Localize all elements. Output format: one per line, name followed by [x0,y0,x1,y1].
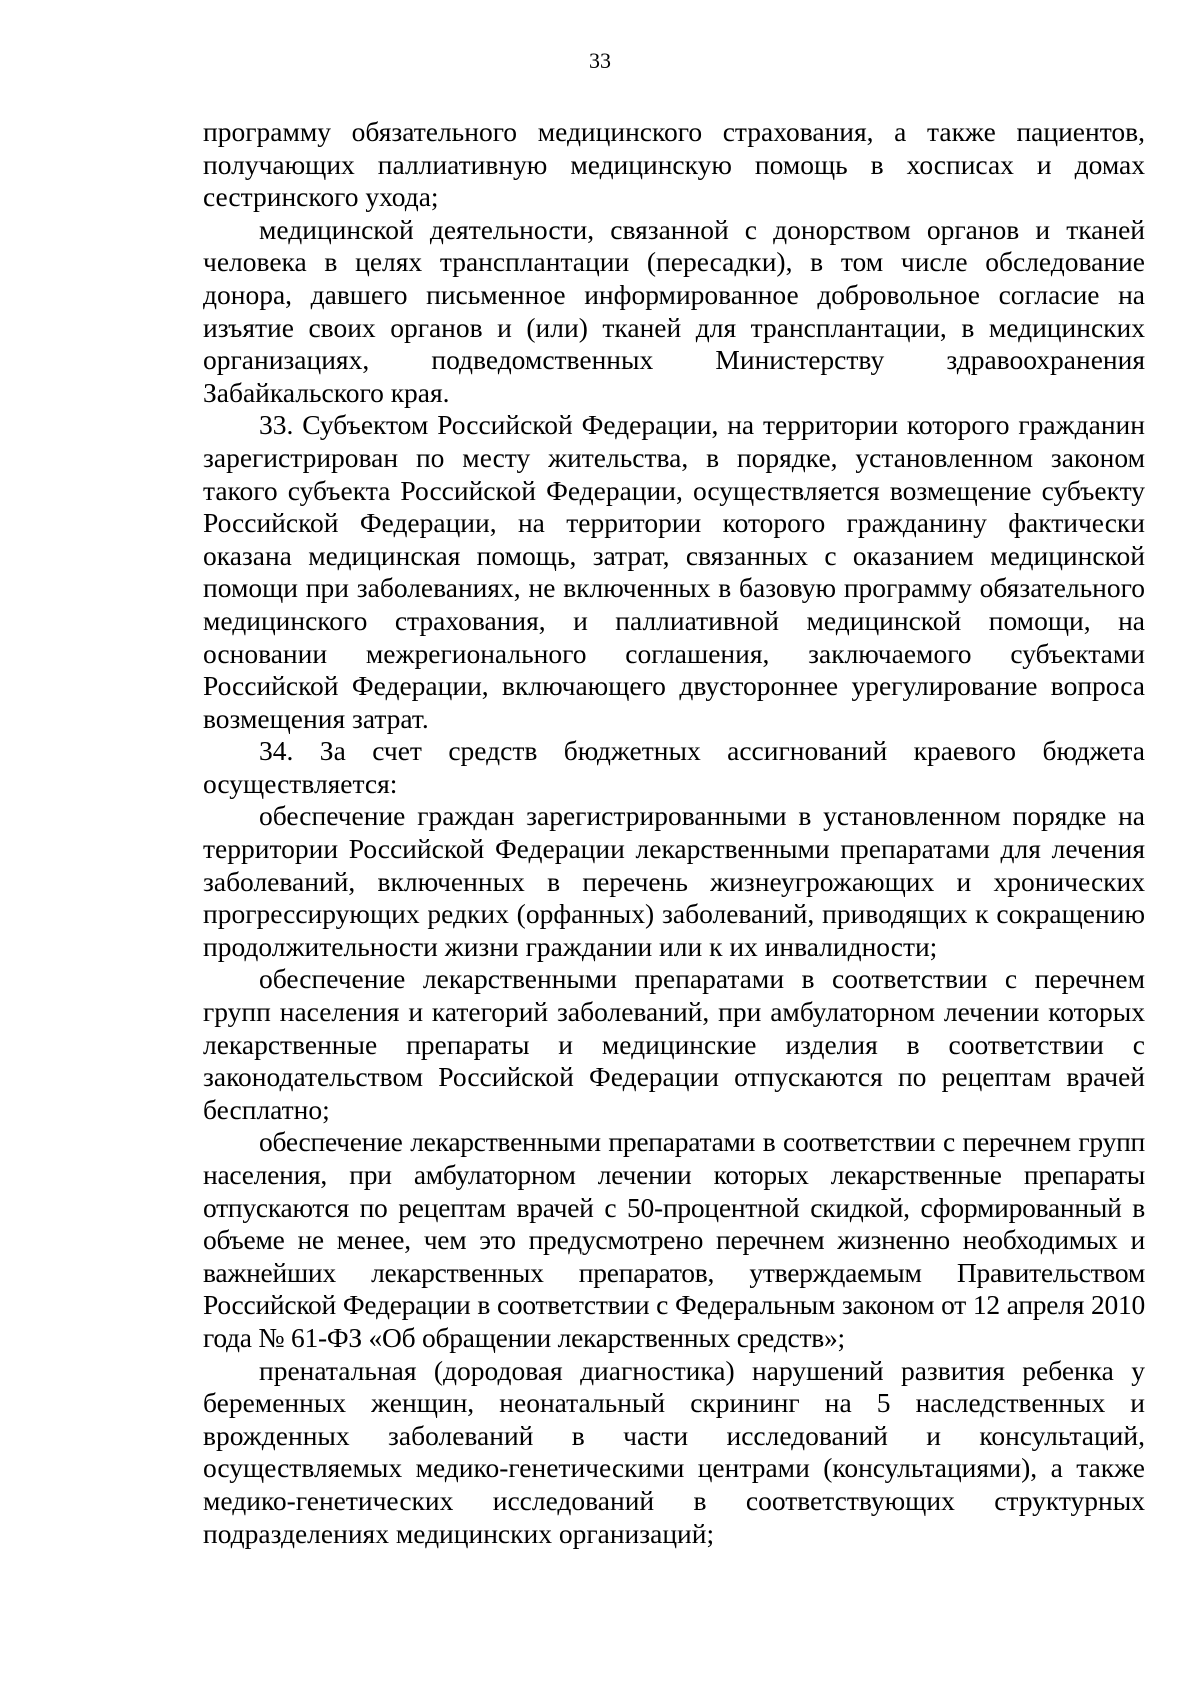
paragraph-donor-activity: медицинской деятельности, связанной с донорством органов и тканей человека в целях трансплантации (пересадки), в том числе обследование донора, давшего письменное информированное добровольное согласие на изъятие своих органов и (или) тканей для трансплантации, в медицинских организациях, подведомственных Министерству здравоохранения Забайкальского края. [203,213,1145,408]
paragraph-item-34: 34. За счет средств бюджетных ассигнований краевого бюджета осуществляется: [203,735,1145,799]
page-number: 33 [589,48,611,73]
document-body [203,116,1145,1550]
paragraph-free-prescriptions: обеспечение лекарственными препаратами в соответствии с перечнем групп населения и категорий заболеваний, при амбулаторном лечении которых лекарственные препараты и медицинские изделия в соответствии с законодательством Российской Федерации отпускаются по рецептам врачей бесплатно; [203,963,1145,1125]
paragraph-discount-prescriptions: обеспечение лекарственными препаратами в соответствии с перечнем групп населения, при амбулаторном лечении которых лекарственные препараты отпускаются по рецептам врачей с 50-процентной скидкой, сформированный в объеме не менее, чем это предусмотрено перечнем жизненно необходимых и важнейших лекарственных препаратов, утверждаемым Правительством Российской Федерации в соответствии с Федеральным законом от 12 апреля 2010 года № 61-ФЗ «Об обращении лекарственных средств»; [203,1126,1145,1353]
paragraph-prenatal-diagnostics: пренатальная (дородовая диагностика) нарушений развития ребенка у беременных женщин, неонатальный скрининг на 5 наследственных и врожденных заболеваний в части исследований и консультаций, осуществляемых медико-генетическими центрами (консультациями), а также медико-генетических исследований в соответствующих структурных подразделениях медицинских организаций; [203,1354,1145,1549]
paragraph-orphan-drugs: обеспечение граждан зарегистрированными в установленном порядке на территории Российской Федерации лекарственными препаратами для лечения заболеваний, включенных в перечень жизнеугрожающих и хронических прогрессирующих редких (орфанных) заболеваний, приводящих к сокращению продолжительности жизни граждании или к их инвалидности; [203,800,1145,962]
paragraph-item-33: 33. Субъектом Российской Федерации, на территории которого гражданин зарегистрирован по месту жительства, в порядке, установленном законом такого субъекта Российской Федерации, осуществляется возмещение субъекту Российской Федерации, на территории которого гражданину фактически оказана медицинская помощь, затрат, связанных с оказанием медицинской помощи при заболеваниях, не включенных в базовую программу обязательного медицинского страхования, и паллиативной медицинской помощи, на основании межрегионального соглашения, заключаемого субъектами Российской Федерации, включающего двустороннее урегулирование вопроса возмещения затрат. [203,409,1145,734]
paragraph-continuation: программу обязательного медицинского страхования, а также пациентов, получающих паллиативную медицинскую помощь в хосписах и домах сестринского ухода; [203,116,1145,213]
